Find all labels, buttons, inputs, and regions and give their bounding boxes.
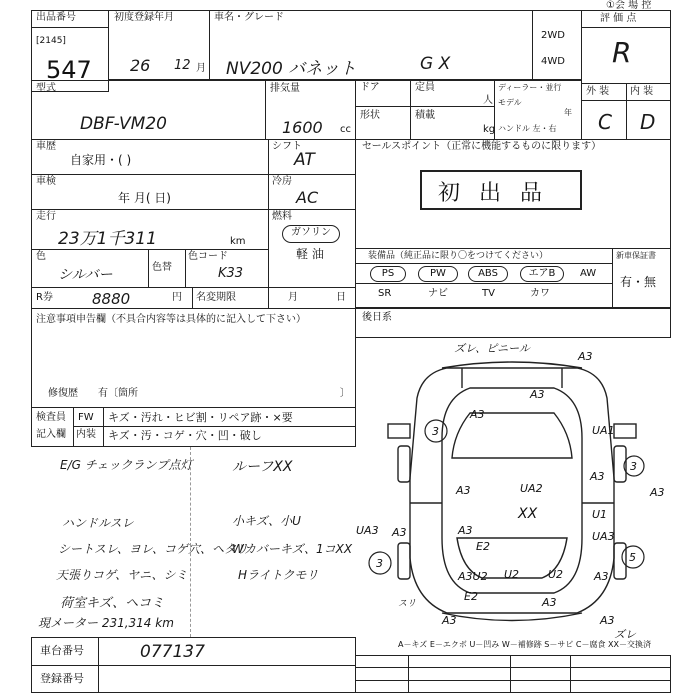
equip-ps: PS bbox=[370, 266, 406, 282]
wheel-rear-right bbox=[614, 543, 626, 579]
interior-check-row: キズ・汚・コゲ・穴・凹・破し bbox=[108, 429, 262, 442]
fuel-diesel: 軽 油 bbox=[296, 247, 324, 261]
interior-label: 内 装 bbox=[630, 86, 654, 97]
registration-number-label: 登録番号 bbox=[40, 672, 84, 685]
remark-right-wiper: Wカバーキズ、1コXX bbox=[232, 542, 353, 556]
color-code-value: K33 bbox=[218, 266, 244, 281]
name-change-month: 月 bbox=[288, 292, 298, 303]
interior-score: D bbox=[640, 110, 656, 134]
mark-rear-center: U2 bbox=[504, 568, 520, 581]
chassis-number-value: 077137 bbox=[140, 642, 205, 662]
equip-sr: SR bbox=[378, 288, 392, 299]
inspection-value: 年 月( 日) bbox=[118, 191, 171, 205]
recycle-unit: 円 bbox=[172, 292, 182, 303]
load-unit: kg bbox=[483, 124, 496, 135]
damage-diagram bbox=[352, 338, 672, 638]
score-label: 評 価 点 bbox=[600, 13, 637, 24]
name-change-day: 日 bbox=[336, 292, 346, 303]
new-car-warranty-label: 新車保証書 bbox=[616, 251, 656, 260]
color-code-label: 色コード bbox=[188, 251, 228, 262]
mark-bottom-a3: A3 bbox=[542, 596, 557, 609]
fuel-gasoline: ガソリン bbox=[282, 225, 340, 243]
exterior-label: 外 装 bbox=[586, 86, 610, 97]
mark-circle-4-text: 3 bbox=[376, 557, 383, 570]
mark-left-front: A3 bbox=[456, 484, 471, 497]
mark-rear-left: A3U2 bbox=[458, 570, 488, 583]
equip-airbag: エアB bbox=[520, 266, 564, 282]
overall-score: R bbox=[612, 36, 632, 69]
displacement-label: 排気量 bbox=[270, 83, 300, 94]
mark-left-outer: UA3 bbox=[356, 524, 379, 537]
remark-right-roof: ルーフXX bbox=[232, 459, 293, 475]
capacity-label: 定員 bbox=[415, 82, 435, 93]
registration-month: 12 bbox=[174, 58, 191, 73]
capacity-unit: 人 bbox=[483, 95, 493, 106]
exterior-check-row: キズ・汚れ・ヒビ割・リペア跡・×要 bbox=[108, 411, 293, 424]
name-change-label: 名変期限 bbox=[196, 292, 236, 303]
color-change-label: 色替 bbox=[152, 262, 172, 273]
dealer-label: ディーラー・並行 bbox=[498, 83, 562, 92]
displacement-unit: cc bbox=[340, 124, 351, 135]
drive-box bbox=[532, 10, 582, 80]
mileage-label: 走行 bbox=[36, 211, 56, 222]
mark-rear-right-a3: A3 bbox=[594, 570, 609, 583]
damage-legend: A－キズ E－エクボ U－凹み W－補修跡 S－サビ C－腐食 XX－交換済 bbox=[398, 640, 652, 649]
displacement-value: 1600 bbox=[282, 118, 323, 137]
inspection-label: 車検 bbox=[36, 176, 56, 187]
mileage-value: 23万1千311 bbox=[58, 229, 157, 249]
mileage-unit: km bbox=[230, 236, 246, 247]
mark-right-u1: U1 bbox=[592, 508, 608, 521]
venue-label: ①会 場 控 bbox=[606, 0, 652, 11]
shift-label: シフト bbox=[272, 141, 302, 152]
mark-top-label: ズレ、ピニール bbox=[454, 342, 530, 355]
mark-bottom-right: A3 bbox=[600, 614, 615, 627]
rear-bumper bbox=[442, 613, 582, 621]
interior-check-label: 内装 bbox=[76, 429, 96, 440]
equip-abs: ABS bbox=[468, 266, 508, 282]
repair-history-end: 〕 bbox=[340, 388, 350, 399]
mark-circle-3-text: 5 bbox=[629, 551, 636, 564]
color-value: シルバー bbox=[58, 267, 113, 283]
mark-right-door: UA1 bbox=[592, 424, 615, 437]
entry-label: 記入欄 bbox=[36, 429, 66, 440]
usage-value: 自家用・( ) bbox=[70, 153, 132, 167]
mark-right-outer: A3 bbox=[650, 486, 665, 499]
sales-point-label: セールスポイント（正常に機能するものに限ります） bbox=[362, 141, 602, 152]
color-label: 色 bbox=[36, 251, 46, 262]
model-value: DBF-VM20 bbox=[80, 114, 167, 134]
mark-scrape: スリ bbox=[398, 599, 417, 609]
chassis-number-label: 車台番号 bbox=[40, 644, 84, 657]
equip-pw: PW bbox=[418, 266, 458, 282]
remark-seat: シートスレ、ヨレ、コゲ穴、ヘタリ bbox=[58, 542, 248, 556]
door-label: ドア bbox=[360, 82, 380, 93]
new-car-warranty-value: 有・無 bbox=[620, 275, 657, 289]
lot-label: 出品番号 bbox=[36, 12, 76, 23]
mark-left-rear: A3 bbox=[392, 526, 407, 539]
mark-bottom-left: A3 bbox=[442, 614, 457, 627]
remark-right-scratch: 小キズ、小U bbox=[232, 514, 301, 528]
ac-label: 冷房 bbox=[272, 176, 292, 187]
car-name-label: 車名・グレード bbox=[214, 12, 284, 23]
mark-front: A3 bbox=[530, 388, 545, 401]
mark-circle-1-text: 3 bbox=[432, 425, 439, 438]
remark-ceiling: 天張りコゲ、ヤニ、シミ bbox=[56, 568, 188, 582]
mark-rear-right: U2 bbox=[548, 568, 564, 581]
equip-tv: TV bbox=[482, 288, 495, 299]
mark-circle-2-text: 3 bbox=[630, 460, 637, 473]
fuel-label: 燃料 bbox=[272, 211, 292, 222]
handle-label: ハンドル 左・右 bbox=[498, 124, 557, 133]
after-label: 後日系 bbox=[362, 312, 392, 323]
model-year-label: モデル bbox=[498, 98, 522, 107]
shift-value: AT bbox=[294, 150, 315, 170]
mark-top-right: A3 bbox=[578, 350, 593, 363]
mark-bottom-e2: E2 bbox=[464, 590, 478, 603]
stamp-grid bbox=[355, 655, 671, 693]
remark-handle: ハンドルスレ bbox=[62, 516, 134, 530]
remark-cargo: 荷室キズ、ヘコミ bbox=[60, 596, 165, 611]
load-label: 積載 bbox=[415, 110, 435, 121]
usage-label: 車歴 bbox=[36, 141, 56, 152]
lot-number: 547 bbox=[46, 56, 92, 84]
wheel-rear-left bbox=[398, 543, 410, 579]
registration-month-unit: 月 bbox=[196, 63, 206, 74]
right-mirror bbox=[614, 424, 636, 438]
left-mirror bbox=[388, 424, 410, 438]
grade-hand: G X bbox=[420, 54, 451, 74]
model-label: 型式 bbox=[36, 83, 56, 94]
registration-label: 初度登録年月 bbox=[114, 12, 174, 23]
inspector-label: 検査員 bbox=[36, 412, 66, 423]
mark-front-left: A3 bbox=[470, 408, 485, 421]
car-name-hand: NV200 バネット bbox=[226, 59, 357, 79]
lot-code: [2145] bbox=[36, 36, 66, 46]
ac-value: AC bbox=[296, 188, 319, 207]
mark-left-e2: E2 bbox=[476, 540, 490, 553]
equip-navi: ナビ bbox=[428, 288, 448, 299]
remark-right-headlight: Hライトクモリ bbox=[238, 568, 319, 582]
mark-right-panel: UA3 bbox=[592, 530, 615, 543]
mark-bottom-shift: ズレ bbox=[614, 628, 636, 638]
after-box bbox=[355, 308, 671, 338]
repair-history-label: 修復歴 有〔箇所 bbox=[48, 388, 138, 399]
drive-2wd: 2WD bbox=[541, 30, 565, 41]
notes-label: 注意事項申告欄（不具合内容等は具体的に記入して下さい） bbox=[36, 314, 306, 325]
equipment-label: 装備品（純正品に限り〇をつけてください） bbox=[368, 251, 549, 261]
equip-aw: AW bbox=[580, 268, 597, 279]
mark-roof-xx: XX bbox=[518, 506, 538, 522]
recycle-value: 8880 bbox=[92, 290, 131, 308]
mark-right-front: A3 bbox=[590, 470, 605, 483]
front-bumper bbox=[442, 362, 582, 368]
registration-year: 26 bbox=[130, 56, 151, 75]
drive-4wd: 4WD bbox=[541, 56, 565, 67]
mark-left-mid: A3 bbox=[458, 524, 473, 537]
fw-label: FW bbox=[78, 412, 94, 423]
shape-label: 形状 bbox=[360, 110, 380, 121]
remark-meter: 現メーター 231,314 km bbox=[38, 616, 174, 630]
model-year-unit: 年 bbox=[564, 108, 572, 117]
equip-leather: カワ bbox=[530, 288, 550, 299]
remark-engine-lamp: E/G チェックランプ点灯 bbox=[60, 458, 193, 472]
mark-hood: UA2 bbox=[520, 482, 543, 495]
exterior-score: C bbox=[598, 110, 612, 134]
first-listing-stamp-text: 初 出 品 bbox=[438, 181, 548, 206]
recycle-label: R券 bbox=[36, 292, 53, 303]
wheel-front-left bbox=[398, 446, 410, 482]
